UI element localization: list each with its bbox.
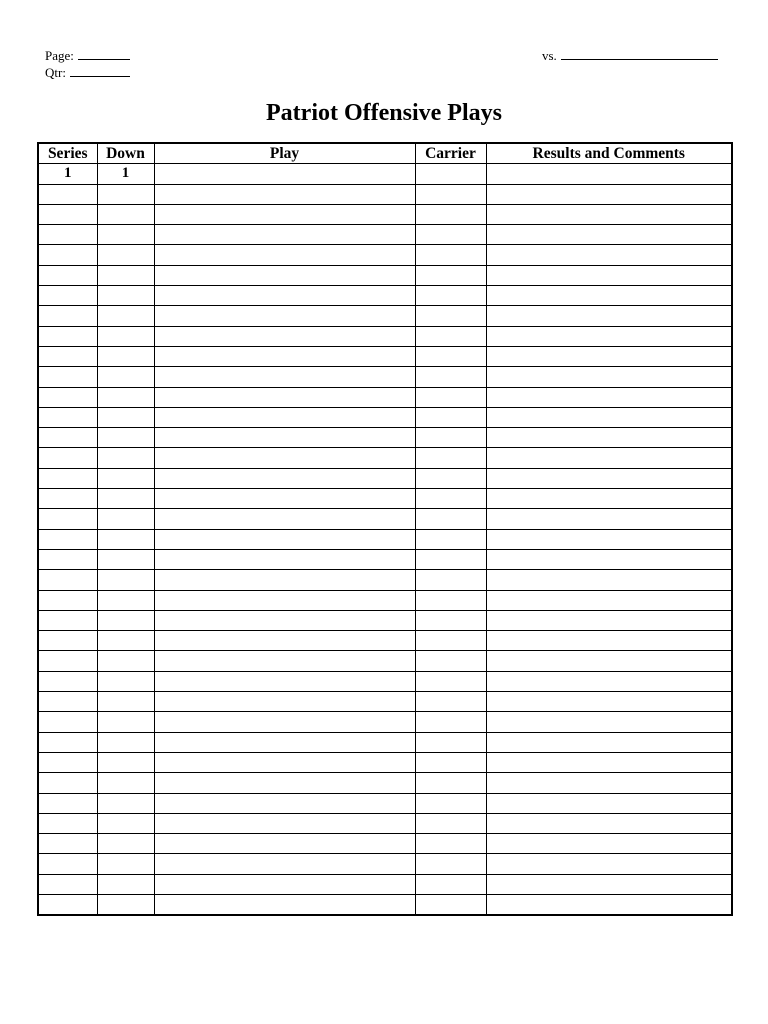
carrier-cell[interactable] — [415, 468, 486, 488]
series-cell[interactable] — [38, 489, 97, 509]
carrier-cell[interactable] — [415, 326, 486, 346]
down-cell[interactable] — [97, 712, 154, 732]
down-cell[interactable] — [97, 651, 154, 671]
series-cell[interactable] — [38, 428, 97, 448]
carrier-cell[interactable] — [415, 773, 486, 793]
table-row — [38, 732, 732, 752]
down-cell[interactable] — [97, 265, 154, 285]
down-cell[interactable] — [97, 225, 154, 245]
results-cell[interactable] — [486, 468, 732, 488]
carrier-cell[interactable] — [415, 346, 486, 366]
play-cell[interactable] — [154, 265, 415, 285]
results-cell[interactable] — [486, 184, 732, 204]
table-row — [38, 286, 732, 306]
table-row — [38, 225, 732, 245]
column-header-carrier: Carrier — [415, 143, 486, 164]
series-cell[interactable] — [38, 306, 97, 326]
series-cell[interactable] — [38, 245, 97, 265]
table-row — [38, 610, 732, 630]
carrier-cell[interactable] — [415, 834, 486, 854]
table-row — [38, 549, 732, 569]
series-cell[interactable] — [38, 346, 97, 366]
series-cell[interactable] — [38, 854, 97, 874]
results-cell[interactable] — [486, 834, 732, 854]
table-row — [38, 854, 732, 874]
carrier-cell[interactable] — [415, 854, 486, 874]
carrier-cell[interactable] — [415, 306, 486, 326]
table-row — [38, 874, 732, 894]
table-row — [38, 793, 732, 813]
play-cell[interactable] — [154, 448, 415, 468]
down-cell[interactable] — [97, 834, 154, 854]
table-row — [38, 306, 732, 326]
play-cell[interactable] — [154, 489, 415, 509]
table-row — [38, 407, 732, 427]
series-cell[interactable] — [38, 326, 97, 346]
results-cell[interactable] — [486, 610, 732, 630]
carrier-cell[interactable] — [415, 387, 486, 407]
series-cell[interactable] — [38, 712, 97, 732]
play-cell[interactable] — [154, 468, 415, 488]
down-cell[interactable] — [97, 732, 154, 752]
results-cell[interactable] — [486, 306, 732, 326]
play-cell[interactable] — [154, 773, 415, 793]
carrier-cell[interactable] — [415, 570, 486, 590]
results-cell[interactable] — [486, 773, 732, 793]
table-row — [38, 245, 732, 265]
results-cell[interactable] — [486, 367, 732, 387]
play-cell[interactable] — [154, 407, 415, 427]
table-row — [38, 489, 732, 509]
down-cell[interactable] — [97, 509, 154, 529]
play-cell[interactable] — [154, 387, 415, 407]
table-row — [38, 894, 732, 915]
results-cell[interactable] — [486, 387, 732, 407]
table-row — [38, 712, 732, 732]
carrier-cell[interactable] — [415, 204, 486, 224]
plays-table — [37, 142, 733, 916]
table-header-row — [38, 143, 732, 164]
table-row — [38, 813, 732, 833]
table-row — [38, 326, 732, 346]
results-cell[interactable] — [486, 225, 732, 245]
table-row — [38, 468, 732, 488]
play-cell[interactable] — [154, 306, 415, 326]
table-row — [38, 204, 732, 224]
down-cell[interactable] — [97, 610, 154, 630]
series-cell[interactable] — [38, 184, 97, 204]
carrier-cell[interactable] — [415, 164, 486, 184]
play-cell[interactable] — [154, 326, 415, 346]
play-cell[interactable] — [154, 793, 415, 813]
series-cell[interactable] — [38, 752, 97, 772]
series-cell[interactable] — [38, 671, 97, 691]
page-blank-line[interactable] — [78, 48, 130, 60]
series-cell[interactable] — [38, 286, 97, 306]
carrier-cell[interactable] — [415, 793, 486, 813]
results-cell[interactable] — [486, 570, 732, 590]
play-cell[interactable] — [154, 651, 415, 671]
carrier-cell[interactable] — [415, 245, 486, 265]
series-cell[interactable] — [38, 813, 97, 833]
play-cell[interactable] — [154, 225, 415, 245]
down-cell[interactable] — [97, 407, 154, 427]
down-cell[interactable] — [97, 529, 154, 549]
results-cell[interactable] — [486, 489, 732, 509]
qtr-field — [45, 65, 130, 81]
carrier-cell[interactable] — [415, 529, 486, 549]
play-cell[interactable] — [154, 671, 415, 691]
results-cell[interactable] — [486, 651, 732, 671]
down-cell[interactable] — [97, 549, 154, 569]
series-cell[interactable] — [38, 549, 97, 569]
down-cell[interactable] — [97, 752, 154, 772]
page-field — [45, 48, 130, 64]
play-cell[interactable] — [154, 610, 415, 630]
series-cell[interactable] — [38, 225, 97, 245]
down-cell[interactable] — [97, 387, 154, 407]
carrier-cell[interactable] — [415, 428, 486, 448]
play-cell[interactable] — [154, 509, 415, 529]
table-row — [38, 834, 732, 854]
series-cell[interactable] — [38, 265, 97, 285]
table-row — [38, 164, 732, 184]
results-cell[interactable] — [486, 712, 732, 732]
series-cell[interactable] — [38, 509, 97, 529]
series-cell[interactable] — [38, 387, 97, 407]
results-cell[interactable] — [486, 752, 732, 772]
results-cell[interactable] — [486, 631, 732, 651]
down-cell[interactable] — [97, 367, 154, 387]
results-cell[interactable] — [486, 164, 732, 184]
results-cell[interactable] — [486, 204, 732, 224]
play-cell[interactable] — [154, 752, 415, 772]
play-cell[interactable] — [154, 854, 415, 874]
results-cell[interactable] — [486, 590, 732, 610]
play-cell[interactable] — [154, 549, 415, 569]
table-row — [38, 773, 732, 793]
down-cell[interactable] — [97, 813, 154, 833]
table-row — [38, 265, 732, 285]
page-label: Page: — [45, 48, 74, 63]
play-cell[interactable] — [154, 529, 415, 549]
table-row — [38, 590, 732, 610]
qtr-blank-line[interactable] — [70, 65, 130, 77]
down-cell[interactable] — [97, 570, 154, 590]
results-cell[interactable] — [486, 854, 732, 874]
play-cell[interactable] — [154, 732, 415, 752]
down-cell[interactable] — [97, 204, 154, 224]
carrier-cell[interactable] — [415, 671, 486, 691]
down-cell[interactable] — [97, 326, 154, 346]
table-row — [38, 367, 732, 387]
table-row — [38, 671, 732, 691]
carrier-cell[interactable] — [415, 286, 486, 306]
series-cell[interactable] — [38, 529, 97, 549]
down-cell[interactable] — [97, 894, 154, 915]
results-cell[interactable] — [486, 428, 732, 448]
play-cell[interactable] — [154, 164, 415, 184]
document-title: Patriot Offensive Plays — [266, 100, 502, 126]
table-row — [38, 184, 732, 204]
series-cell[interactable] — [38, 874, 97, 894]
results-cell[interactable] — [486, 286, 732, 306]
series-cell[interactable] — [38, 590, 97, 610]
down-cell[interactable] — [97, 468, 154, 488]
table-row — [38, 752, 732, 772]
results-cell[interactable] — [486, 407, 732, 427]
table-row — [38, 692, 732, 712]
vs-label: vs. — [542, 48, 557, 63]
table-row — [38, 509, 732, 529]
down-cell[interactable] — [97, 671, 154, 691]
results-cell[interactable] — [486, 529, 732, 549]
play-cell[interactable] — [154, 428, 415, 448]
table-row — [38, 651, 732, 671]
plays-table-body — [38, 164, 732, 915]
down-cell[interactable] — [97, 590, 154, 610]
down-cell[interactable] — [97, 184, 154, 204]
table-row — [38, 631, 732, 651]
series-cell[interactable] — [38, 834, 97, 854]
series-cell[interactable] — [38, 468, 97, 488]
down-cell[interactable]: 1 — [97, 164, 154, 184]
carrier-cell[interactable] — [415, 692, 486, 712]
table-row — [38, 387, 732, 407]
carrier-cell[interactable] — [415, 265, 486, 285]
carrier-cell[interactable] — [415, 752, 486, 772]
table-row — [38, 529, 732, 549]
down-cell[interactable] — [97, 428, 154, 448]
results-cell[interactable] — [486, 732, 732, 752]
play-cell[interactable] — [154, 204, 415, 224]
column-header-series: Series — [38, 143, 97, 164]
carrier-cell[interactable] — [415, 549, 486, 569]
opponent-blank-line[interactable] — [561, 48, 718, 60]
play-cell[interactable] — [154, 590, 415, 610]
down-cell[interactable] — [97, 854, 154, 874]
column-header-results: Results and Comments — [486, 143, 732, 164]
down-cell[interactable] — [97, 306, 154, 326]
results-cell[interactable] — [486, 346, 732, 366]
play-cell[interactable] — [154, 894, 415, 915]
down-cell[interactable] — [97, 692, 154, 712]
carrier-cell[interactable] — [415, 509, 486, 529]
series-cell[interactable] — [38, 793, 97, 813]
down-cell[interactable] — [97, 874, 154, 894]
series-cell[interactable] — [38, 894, 97, 915]
down-cell[interactable] — [97, 286, 154, 306]
column-header-play: Play — [154, 143, 415, 164]
series-cell[interactable] — [38, 570, 97, 590]
series-cell[interactable] — [38, 448, 97, 468]
carrier-cell[interactable] — [415, 651, 486, 671]
carrier-cell[interactable] — [415, 489, 486, 509]
series-cell[interactable] — [38, 651, 97, 671]
play-cell[interactable] — [154, 245, 415, 265]
results-cell[interactable] — [486, 326, 732, 346]
series-cell[interactable] — [38, 204, 97, 224]
table-row — [38, 346, 732, 366]
down-cell[interactable] — [97, 773, 154, 793]
play-cell[interactable] — [154, 570, 415, 590]
carrier-cell[interactable] — [415, 590, 486, 610]
carrier-cell[interactable] — [415, 712, 486, 732]
carrier-cell[interactable] — [415, 631, 486, 651]
play-cell[interactable] — [154, 834, 415, 854]
carrier-cell[interactable] — [415, 367, 486, 387]
results-cell[interactable] — [486, 245, 732, 265]
results-cell[interactable] — [486, 874, 732, 894]
play-cell[interactable] — [154, 631, 415, 651]
results-cell[interactable] — [486, 509, 732, 529]
results-cell[interactable] — [486, 549, 732, 569]
table-row — [38, 570, 732, 590]
results-cell[interactable] — [486, 265, 732, 285]
down-cell[interactable] — [97, 448, 154, 468]
results-cell[interactable] — [486, 813, 732, 833]
results-cell[interactable] — [486, 692, 732, 712]
series-cell[interactable] — [38, 610, 97, 630]
carrier-cell[interactable] — [415, 894, 486, 915]
series-cell[interactable] — [38, 773, 97, 793]
series-cell[interactable] — [38, 692, 97, 712]
down-cell[interactable] — [97, 793, 154, 813]
carrier-cell[interactable] — [415, 732, 486, 752]
opponent-field — [542, 48, 718, 64]
series-cell[interactable] — [38, 407, 97, 427]
table-row — [38, 428, 732, 448]
column-header-down: Down — [97, 143, 154, 164]
play-cell[interactable] — [154, 874, 415, 894]
series-cell[interactable]: 1 — [38, 164, 97, 184]
play-cell[interactable] — [154, 184, 415, 204]
series-cell[interactable] — [38, 367, 97, 387]
carrier-cell[interactable] — [415, 184, 486, 204]
carrier-cell[interactable] — [415, 610, 486, 630]
carrier-cell[interactable] — [415, 225, 486, 245]
table-row — [38, 448, 732, 468]
play-cell[interactable] — [154, 692, 415, 712]
down-cell[interactable] — [97, 631, 154, 651]
series-cell[interactable] — [38, 732, 97, 752]
down-cell[interactable] — [97, 245, 154, 265]
carrier-cell[interactable] — [415, 407, 486, 427]
play-cell[interactable] — [154, 346, 415, 366]
results-cell[interactable] — [486, 448, 732, 468]
results-cell[interactable] — [486, 894, 732, 915]
series-cell[interactable] — [38, 631, 97, 651]
play-cell[interactable] — [154, 813, 415, 833]
down-cell[interactable] — [97, 346, 154, 366]
carrier-cell[interactable] — [415, 813, 486, 833]
results-cell[interactable] — [486, 793, 732, 813]
down-cell[interactable] — [97, 489, 154, 509]
qtr-label: Qtr: — [45, 65, 66, 80]
play-cell[interactable] — [154, 712, 415, 732]
carrier-cell[interactable] — [415, 448, 486, 468]
play-cell[interactable] — [154, 367, 415, 387]
results-cell[interactable] — [486, 671, 732, 691]
carrier-cell[interactable] — [415, 874, 486, 894]
play-cell[interactable] — [154, 286, 415, 306]
